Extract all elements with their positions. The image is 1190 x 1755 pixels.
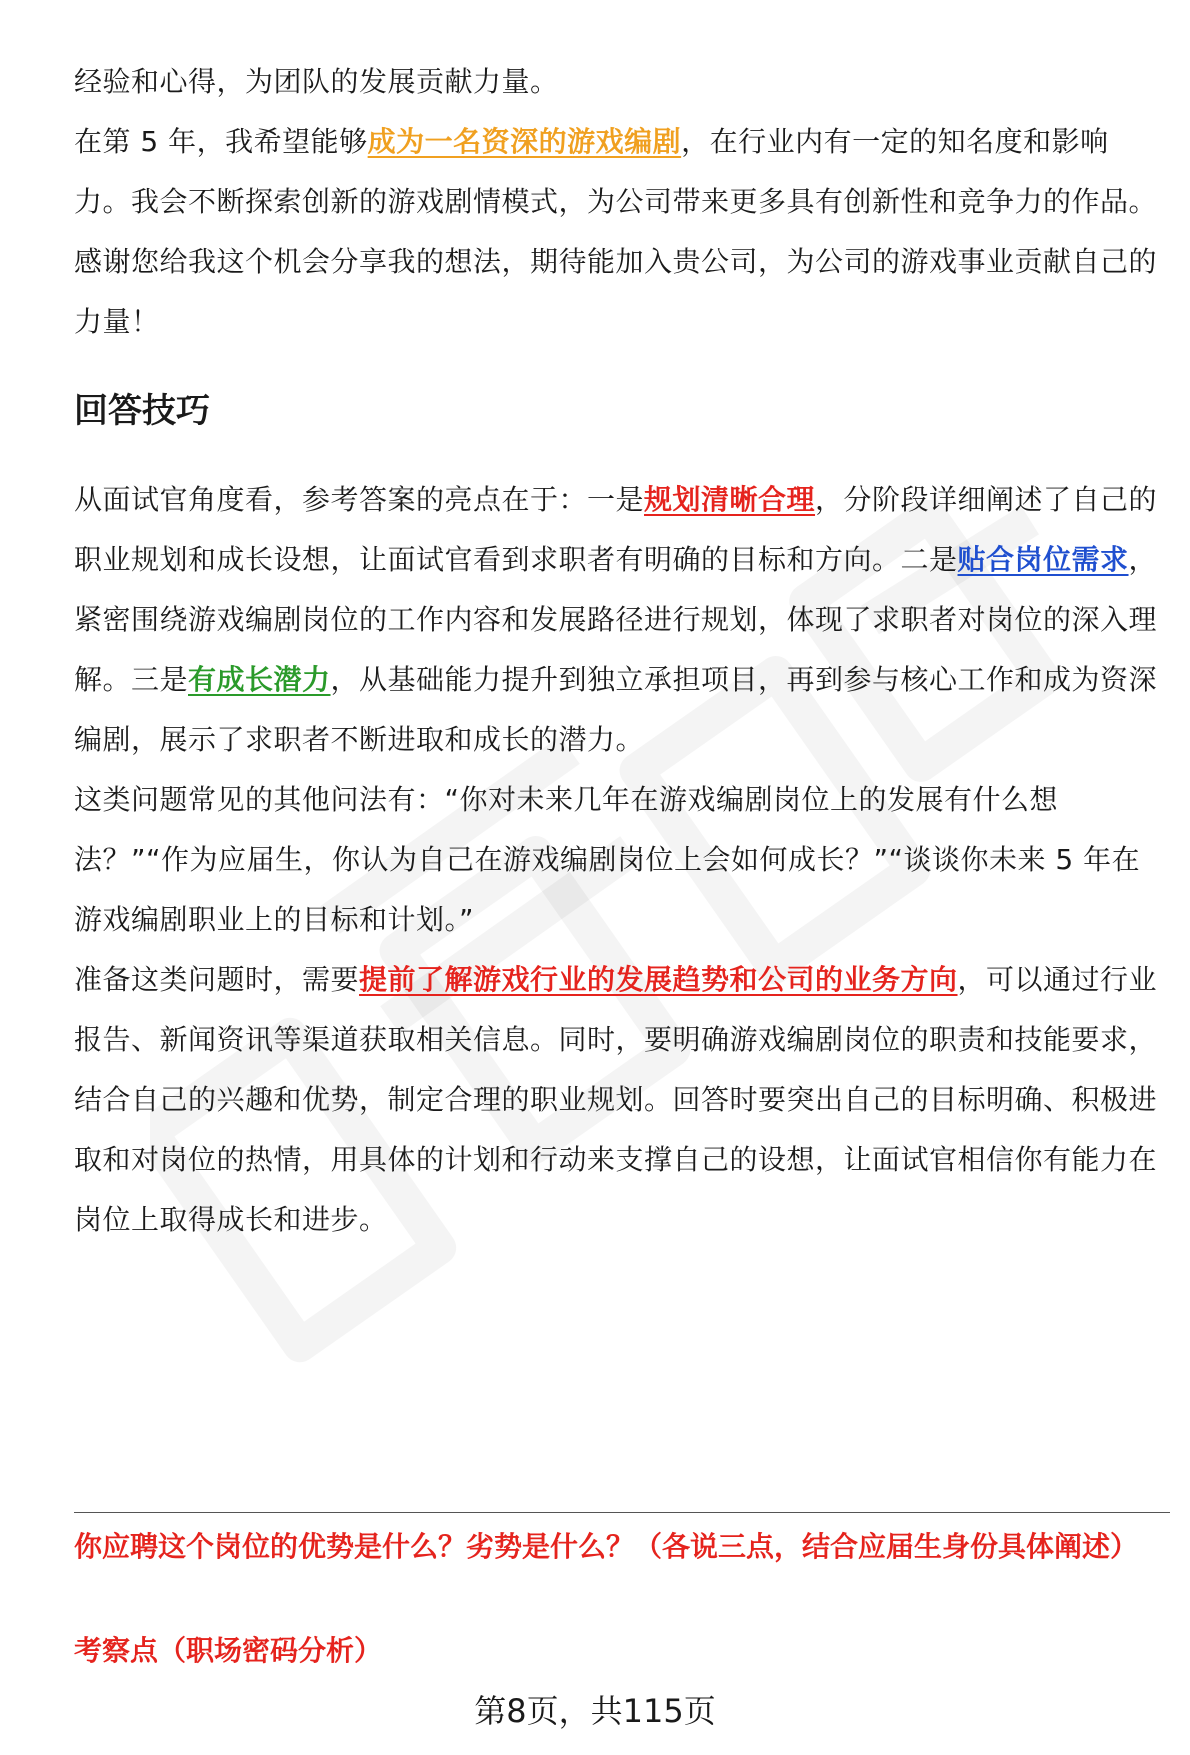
highlight-job-fit: 贴合岗位需求 bbox=[957, 543, 1129, 576]
paragraph-text: 从面试官角度看，参考答案的亮点在于：一是 bbox=[74, 483, 645, 516]
next-question-title: 你应聘这个岗位的优势是什么？劣势是什么？（各说三点，结合应届生身份具体阐述） bbox=[74, 1530, 1139, 1563]
paragraph-text: ，在行业内有一定的知名度和影响力。我会不断探索创新的游戏剧情模式，为公司带来更多具有创新性和竞争力的作品。 bbox=[74, 125, 1158, 218]
section-divider bbox=[74, 1512, 1170, 1513]
document-body bbox=[74, 52, 1164, 1250]
paragraph-preparation bbox=[74, 950, 1164, 1250]
paragraph-alt-questions: 这类问题常见的其他问法有：“你对未来几年在游戏编剧岗位上的发展有什么想法？”“作为应届生，你认为自己在游戏编剧岗位上会如何成长？”“谈谈你未来 5 年在游戏编剧职业上的目标和计划。” bbox=[74, 783, 1141, 936]
paragraph-text: 准备这类问题时，需要 bbox=[74, 963, 360, 996]
paragraph-text: ，分阶段详细阐述了自己的职业规划和成长设想，让面试官看到求职者有明确的目标和方向。二是 bbox=[74, 483, 1158, 576]
highlight-senior-writer: 成为一名资深的游戏编剧 bbox=[367, 125, 682, 158]
paragraph-thanks: 感谢您给我这个机会分享我的想法，期待能加入贵公司，为公司的游戏事业贡献自己的力量！ bbox=[74, 245, 1158, 338]
paragraph-intro-end: 经验和心得，为团队的发展贡献力量。 bbox=[74, 65, 559, 98]
paragraph-text: ，紧密围绕游戏编剧岗位的工作内容和发展路径进行规划，体现了求职者对岗位的深入理解。三是 bbox=[74, 543, 1158, 696]
paragraph-year-five bbox=[74, 112, 1164, 232]
paragraph-text: 在第 5 年，我希望能够 bbox=[74, 125, 368, 158]
page-number: 第8页，共115页 bbox=[474, 1692, 716, 1730]
highlight-growth-potential: 有成长潜力 bbox=[188, 663, 331, 696]
highlight-clear-plan: 规划清晰合理 bbox=[644, 483, 816, 516]
paragraph-text: ，可以通过行业报告、新闻资讯等渠道获取相关信息。同时，要明确游戏编剧岗位的职责和技能要求，结合自己的兴趣和优势，制定合理的职业规划。回答时要突出自己的目标明确、积极进取和对岗位的热情，用具体的计划和行动来支撑自己的设想，让面试官相信你有能力在岗位上取得成长和进步。 bbox=[74, 963, 1158, 1236]
highlight-industry-research: 提前了解游戏行业的发展趋势和公司的业务方向 bbox=[359, 963, 958, 996]
section-heading: 回答技巧 bbox=[74, 391, 210, 431]
assessment-points-label: 考察点（职场密码分析） bbox=[74, 1634, 383, 1667]
paragraph-text: ，从基础能力提升到独立承担项目，再到参与核心工作和成为资深编剧，展示了求职者不断进取和成长的潜力。 bbox=[74, 663, 1158, 756]
paragraph-highlights bbox=[74, 470, 1164, 770]
